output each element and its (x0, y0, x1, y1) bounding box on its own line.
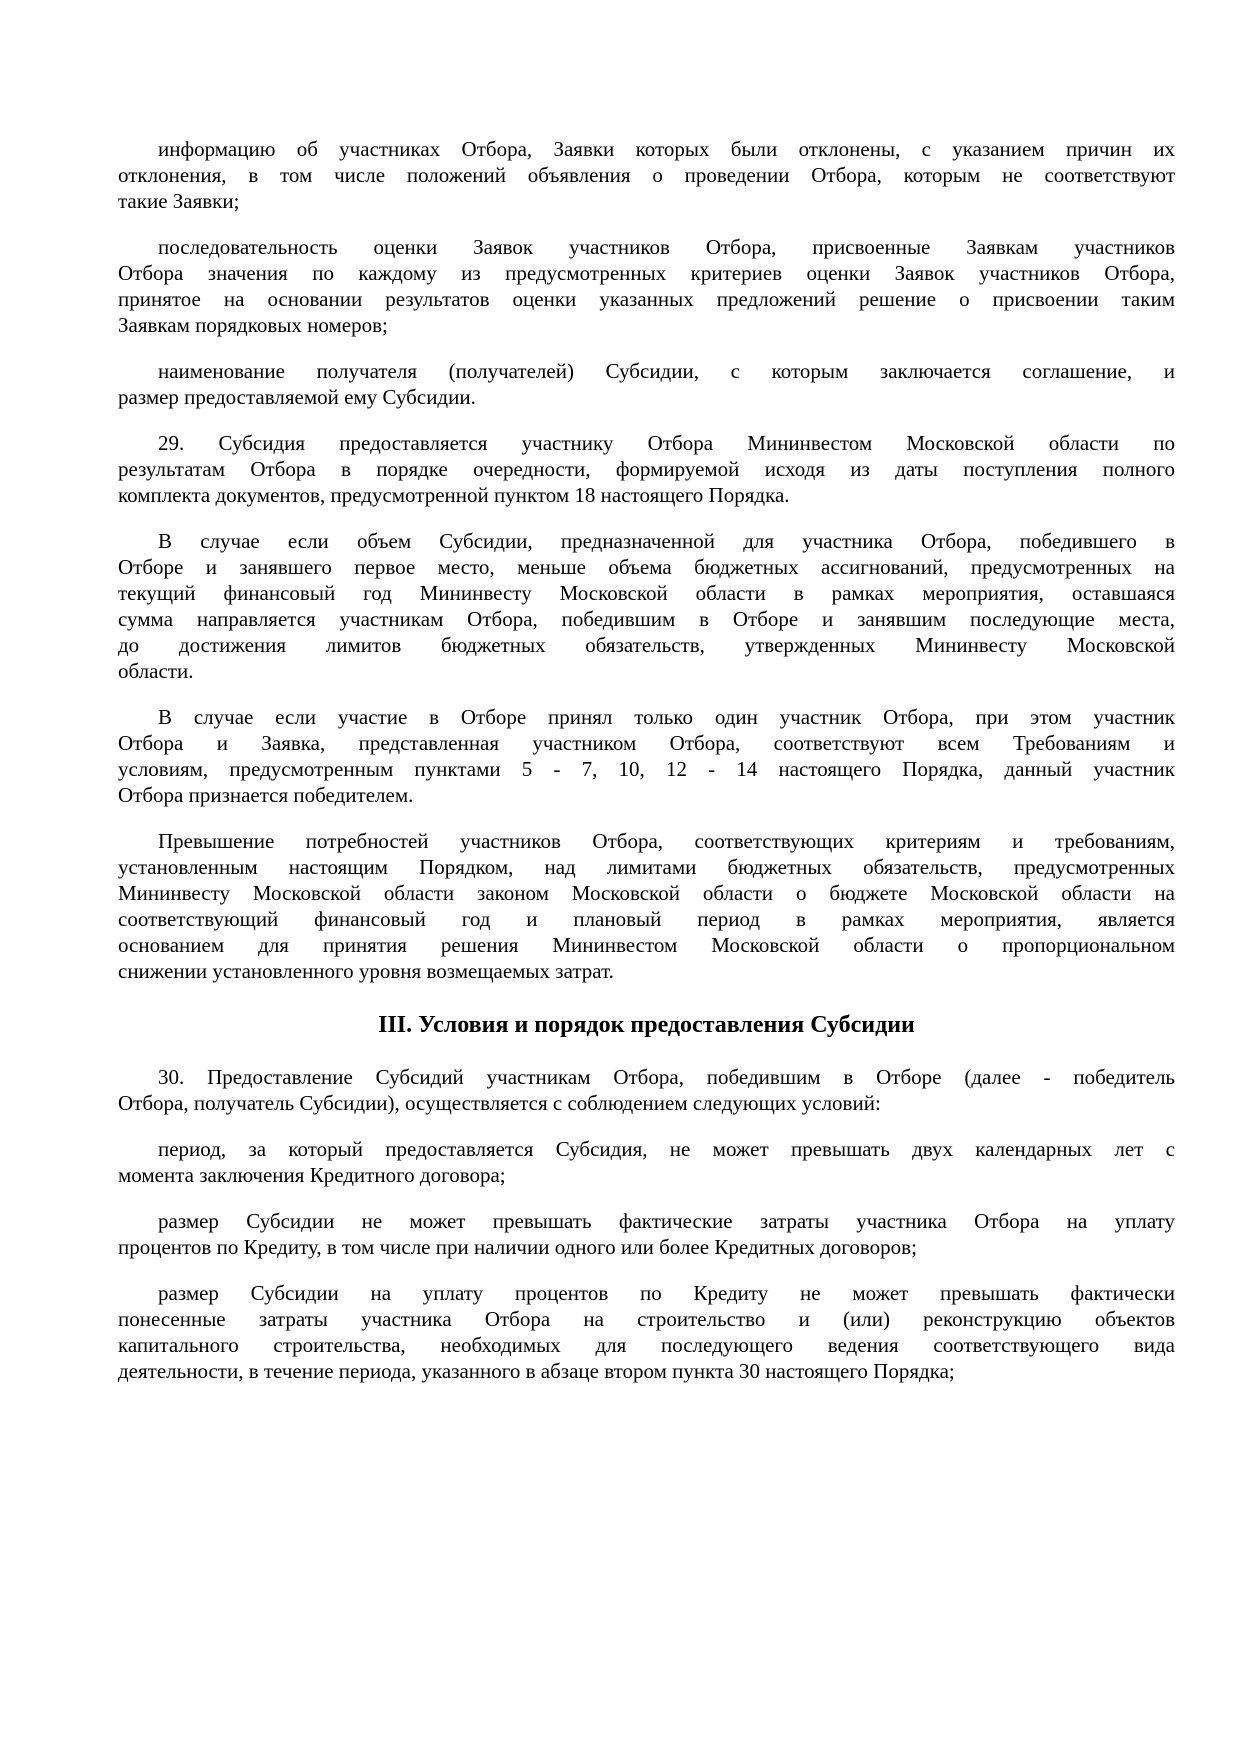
text-line: деятельности, в течение периода, указанного в абзаце втором пункта 30 настоящего Порядка; (118, 1359, 955, 1383)
text-line: Мининвесту Московской области законом Московской области о бюджете Московской области на (118, 881, 1175, 905)
document-page (118, 136, 1175, 1404)
text-line: момента заключения Кредитного договора; (118, 1163, 506, 1187)
text-line: текущий финансовый год Мининвесту Московской области в рамках мероприятия, оставшаяся (118, 581, 1175, 605)
text-line: 30. Предоставление Субсидий участникам Отбора, победившим в Отборе (далее - победитель (158, 1065, 1175, 1089)
text-line: понесенные затраты участника Отбора на строительство и (или) реконструкцию объектов (118, 1307, 1175, 1331)
text-line: установленным настоящим Порядком, над лимитами бюджетных обязательств, предусмотренных (118, 855, 1175, 879)
paragraph (118, 1064, 1175, 1116)
text-line: снижении установленного уровня возмещаемых затрат. (118, 959, 614, 983)
paragraph (118, 528, 1175, 684)
text-line: до достижения лимитов бюджетных обязательств, утвержденных Мининвесту Московской (118, 633, 1175, 657)
text-line: Отбора и Заявка, представленная участником Отбора, соответствуют всем Требованиям и (118, 731, 1175, 755)
paragraphs-after-section (118, 1064, 1175, 1384)
text-line: размер Субсидии на уплату процентов по Кредиту не может превышать фактически (158, 1281, 1175, 1305)
text-line: Отбора значения по каждому из предусмотренных критериев оценки Заявок участников Отбора, (118, 261, 1175, 285)
text-line: соответствующий финансовый год и плановый период в рамках мероприятия, является (118, 907, 1175, 931)
text-line: основанием для принятия решения Мининвестом Московской области о пропорциональном (118, 933, 1175, 957)
text-line: информацию об участниках Отбора, Заявки которых были отклонены, с указанием причин их (158, 137, 1175, 161)
text-line: В случае если участие в Отборе принял только один участник Отбора, при этом участник (158, 705, 1175, 729)
paragraphs-before-section (118, 136, 1175, 984)
text-line: В случае если объем Субсидии, предназначенной для участника Отбора, победившего в (158, 529, 1175, 553)
text-line: Отбора признается победителем. (118, 783, 414, 807)
text-line: Превышение потребностей участников Отбора, соответствующих критериям и требованиям, (158, 829, 1175, 853)
text-line: последовательность оценки Заявок участников Отбора, присвоенные Заявкам участников (158, 235, 1175, 259)
paragraph (118, 1136, 1175, 1188)
text-line: комплекта документов, предусмотренной пунктом 18 настоящего Порядка. (118, 483, 790, 507)
text-line: капитального строительства, необходимых для последующего ведения соответствующего вида (118, 1333, 1175, 1357)
text-line: отклонения, в том числе положений объявления о проведении Отбора, которым не соответствуют (118, 163, 1175, 187)
section-heading: III. Условия и порядок предоставления Субсидии (378, 1012, 915, 1038)
paragraph (118, 828, 1175, 984)
text-line: принятое на основании результатов оценки указанных предложений решение о присвоении таким (118, 287, 1175, 311)
paragraph (118, 136, 1175, 214)
paragraph (118, 1280, 1175, 1384)
text-line: размер Субсидии не может превышать фактические затраты участника Отбора на уплату (158, 1209, 1175, 1233)
text-line: Заявкам порядковых номеров; (118, 313, 388, 337)
text-line: процентов по Кредиту, в том числе при наличии одного или более Кредитных договоров; (118, 1235, 917, 1259)
text-line: результатам Отбора в порядке очередности, формируемой исходя из даты поступления полного (118, 457, 1175, 481)
text-line: сумма направляется участникам Отбора, победившим в Отборе и занявшим последующие места, (118, 607, 1175, 631)
text-line: 29. Субсидия предоставляется участнику Отбора Мининвестом Московской области по (158, 431, 1175, 455)
paragraph (118, 358, 1175, 410)
text-line: Отборе и занявшего первое место, меньше объема бюджетных ассигнований, предусмотренных на (118, 555, 1175, 579)
text-line: размер предоставляемой ему Субсидии. (118, 385, 476, 409)
paragraph (118, 704, 1175, 808)
text-line: наименование получателя (получателей) Субсидии, с которым заключается соглашение, и (158, 359, 1175, 383)
text-line: Отбора, получатель Субсидии), осуществляется с соблюдением следующих условий: (118, 1091, 881, 1115)
paragraph (118, 430, 1175, 508)
paragraph (118, 234, 1175, 338)
text-line: условиям, предусмотренным пунктами 5 - 7, 10, 12 - 14 настоящего Порядка, данный участник (118, 757, 1175, 781)
text-line: период, за который предоставляется Субсидия, не может превышать двух календарных лет с (158, 1137, 1175, 1161)
text-line: такие Заявки; (118, 189, 240, 213)
text-line: области. (118, 659, 194, 683)
paragraph (118, 1208, 1175, 1260)
